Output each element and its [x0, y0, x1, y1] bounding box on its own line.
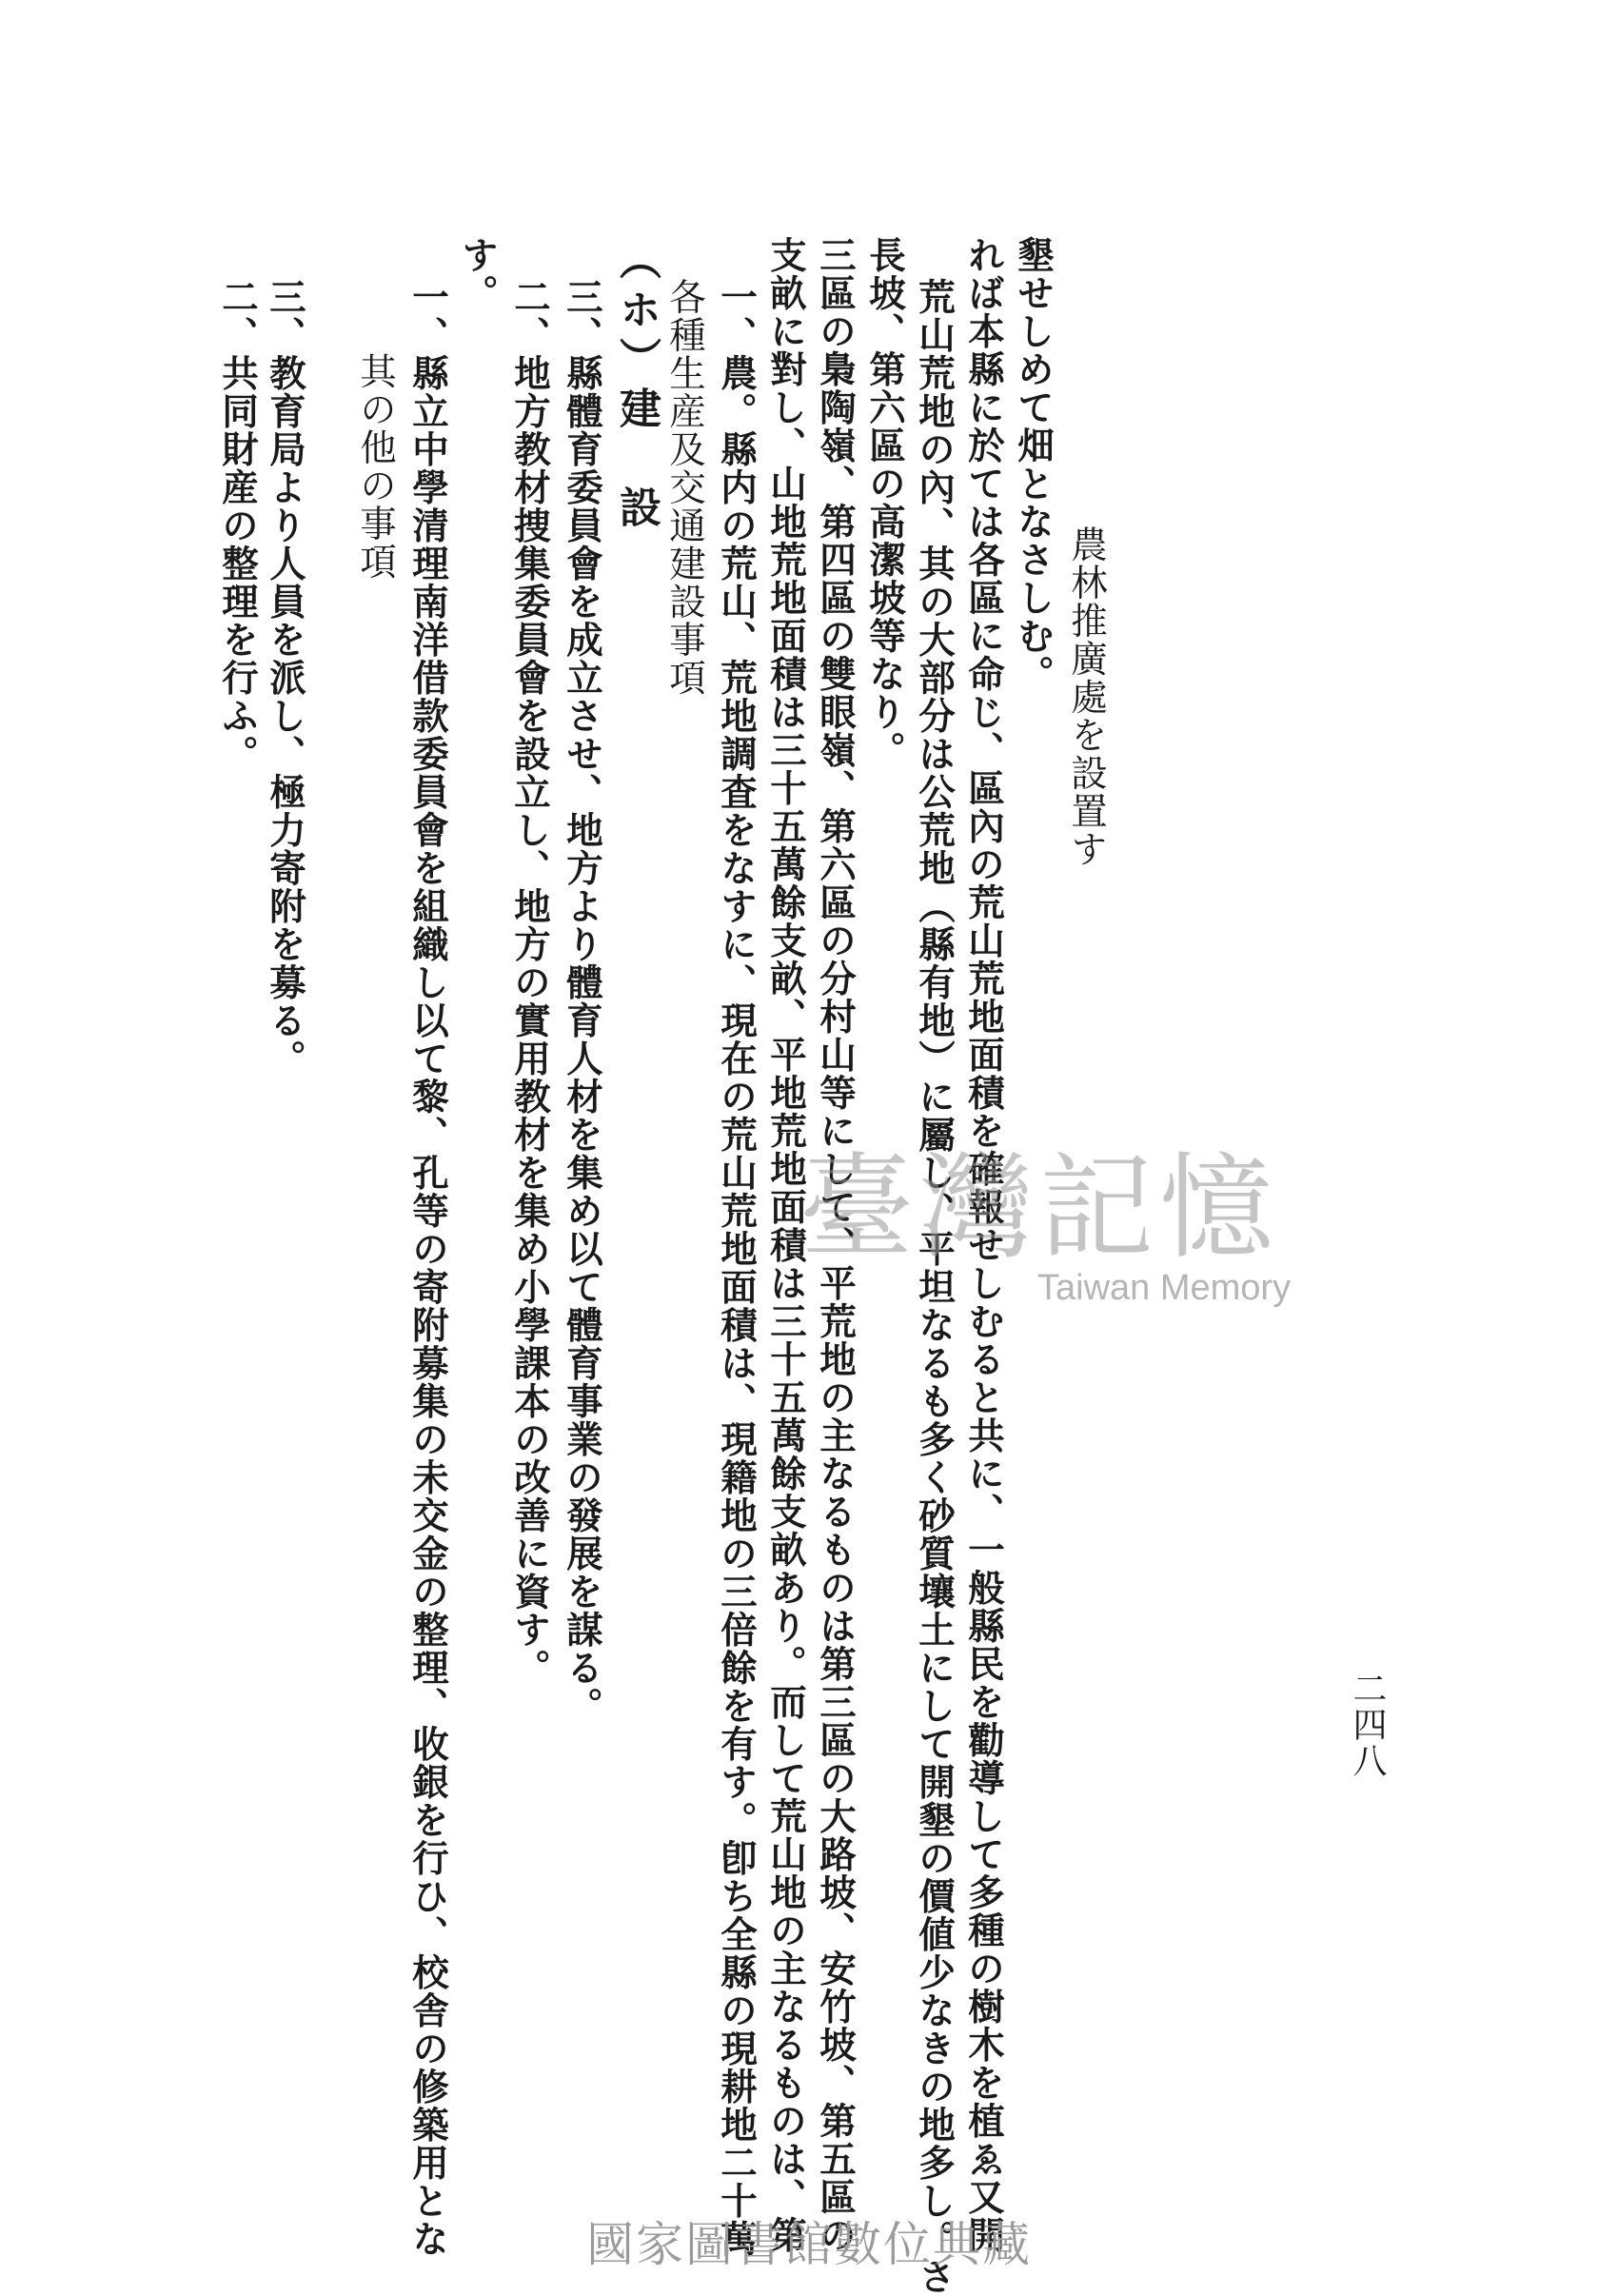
watermark-english: Taiwan Memory	[1037, 1268, 1292, 1308]
text-line-10: 一、農。縣内の荒山、荒地調査をなすに、現在の荒山荒地面積は、現籍地の三倍餘を有す。卽ち全縣の現耕地二十萬	[715, 278, 758, 2258]
text-line-16: 墾せしめて畑となさしむ。	[1012, 236, 1055, 693]
taiwan-memory-watermark	[799, 1142, 1294, 1323]
subheading-construction-items: 各種生産及交通建設事項	[663, 278, 706, 697]
watermark-chinese: 臺灣記憶	[799, 1142, 1279, 1275]
text-line-14: 荒山荒地の內、其の大部分は公荒地（縣有地）に屬し、平坦なるも多く砂質壤土にして開墾の價値少なきの地多し。さ	[913, 278, 956, 2296]
page-number: 二四八	[1348, 1671, 1387, 1779]
footer-collection-label: 國家圖書館數位典藏	[586, 2217, 1032, 2272]
text-line-5: す。	[456, 236, 499, 312]
text-line-1: 二、共同財産の整理を行ふ。	[216, 278, 259, 773]
section-heading-construction: （ホ）建 設	[612, 238, 661, 535]
text-line-7: 三、縣體育委員會を成立させ、地方より體育人材を集め以て體育事業の發展を謀る。	[561, 278, 603, 1725]
text-line-13: 長坡、第六區の高潔坡等なり。	[863, 236, 906, 769]
text-line-6: 二、地方教材捜集委員會を設立し、地方の實用教材を集め小學課本の改善に資す。	[508, 278, 551, 1687]
subheading-agriculture-office: 農林推廣處を設置す	[1065, 525, 1108, 868]
text-line-15: れば本縣に於ては各區に命じ、區內の荒山荒地面積を確報せしむると共に、一般縣民を勸導して多種の樹木を植ゑ又開	[962, 236, 1005, 2254]
text-line-11: 支畝に對し、山地荒地面積は三十五萬餘支畝、平地荒地面積は三十五萬餘支畝あり。而して荒山地の主なるものは、第	[764, 236, 807, 2254]
text-line-12: 三區の梟陶嶺、第四區の雙眼嶺、第六區の分村山等にして、平荒地の主なるものは第三區の大路坡、安竹坡、第五區の	[814, 236, 857, 2254]
text-line-2: 三、教育局より人員を派し、極力寄附を募る。	[264, 278, 306, 1078]
text-line-4: 一、縣立中學清理南洋借款委員會を組織し以て黎、孔等の寄附募集の未交金の整理、收銀を行ひ、校舎の修築用とな	[406, 278, 449, 2258]
subheading-other-matters: 其の他の事項	[354, 352, 397, 581]
